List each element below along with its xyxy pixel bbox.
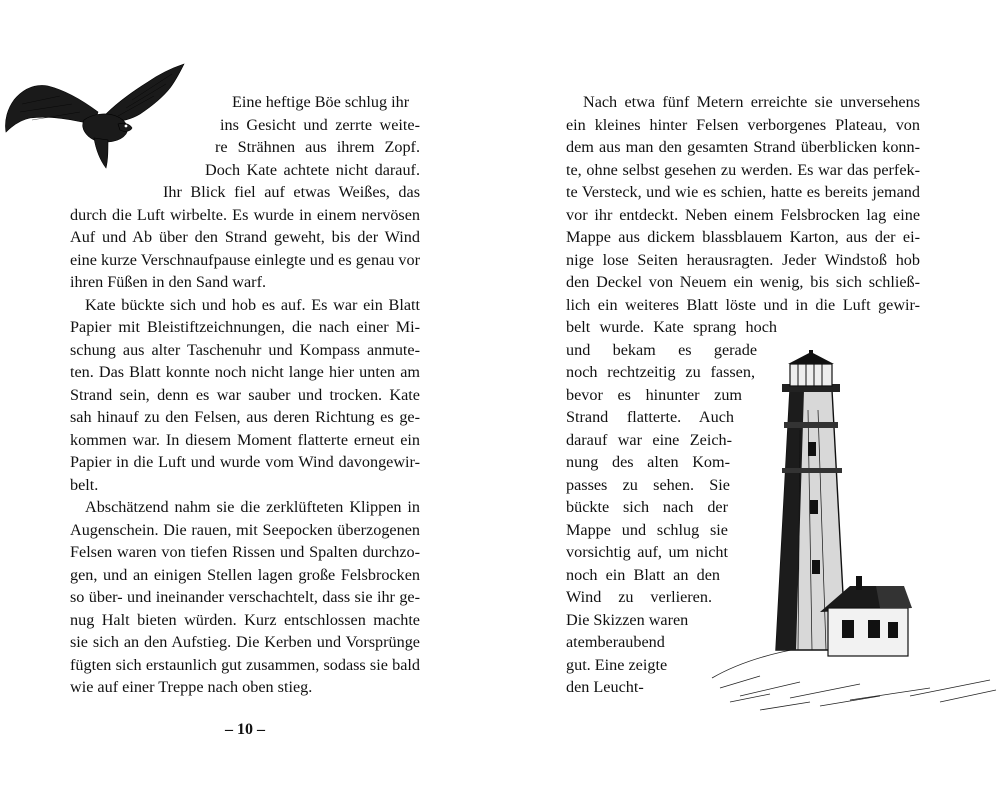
text-line: Doch Kate achtete nicht darauf. xyxy=(205,161,420,179)
text-line: belt wurde. Kate sprang hoch xyxy=(566,318,777,336)
text-line: durch die Luft wirbelte. Es wurde in einem nervösen xyxy=(70,206,420,224)
text-line: Papier mit Bleistiftzeichnungen, die nach einer Mi- xyxy=(70,318,420,336)
text-line: sah hinauf zu den Felsen, aus deren Richtung es ge- xyxy=(70,408,420,426)
text-line: sie sich an den Aufstieg. Die Kerben und Vorsprünge xyxy=(70,633,420,651)
text-line: darauf war eine Zeich- xyxy=(566,431,732,449)
text-line: Augenschein. Die rauen, mit Seepocken überzogenen xyxy=(70,521,420,539)
text-line: Strand flatterte. Auch xyxy=(566,408,734,426)
text-line: fügten sich erstaunlich gut zusammen, sodass sie bald xyxy=(70,656,420,674)
text-line: den Deckel von Neuem ein wenig, bis sich schließ- xyxy=(566,273,920,291)
text-line: lich ein weiteres Blatt löste und in die Luft gewir- xyxy=(566,296,920,314)
text-line: Mappe und schlug sie xyxy=(566,521,728,539)
text-line: ten. Das Blatt konnte noch nicht lange hier unten am xyxy=(70,363,420,381)
lighthouse-illustration xyxy=(700,350,1000,720)
text-line: gut. Eine zeigte xyxy=(566,656,668,674)
right-page xyxy=(500,0,1000,800)
text-line: Strand sein, denn es war sauber und trocken. Kate xyxy=(70,386,420,404)
text-line: vor ihr entdeckt. Neben einem Felsbrocken lag eine xyxy=(566,206,920,224)
text-line: Kate bückte sich und hob es auf. Es war ein Blatt xyxy=(85,296,420,314)
text-line: nug Halt bieten würden. Kurz entschlossen machte xyxy=(70,611,420,629)
text-line: re Strähnen aus ihrem Zopf. xyxy=(215,138,420,156)
text-line: bückte sich nach der xyxy=(566,498,728,516)
text-line: Auf und Ab über den Strand geweht, bis der Wind xyxy=(70,228,420,246)
text-line: te Versteck, und wie es schien, hatte es bereits jemand xyxy=(566,183,920,201)
text-line: dem aus man den gesamten Strand überblicken konn- xyxy=(566,138,920,156)
text-line: noch rechtzeitig zu fassen, xyxy=(566,363,755,381)
text-line: Felsen waren von tiefen Rissen und Spalten durchzo- xyxy=(70,543,420,561)
text-line: ins Gesicht und zerrte weite- xyxy=(220,116,420,134)
text-line: ein kleines hinter Felsen verborgenes Plateau, von xyxy=(566,116,920,134)
seagull-illustration xyxy=(2,60,212,180)
text-line: kommen war. In diesem Moment flatterte erneut ein xyxy=(70,431,420,449)
text-line: gen, und an einigen Stellen lagen große Felsbrocken xyxy=(70,566,420,584)
text-line: atemberaubend xyxy=(566,633,665,651)
text-line: Wind zu verlieren. xyxy=(566,588,712,606)
text-line: Die Skizzen waren xyxy=(566,611,689,629)
text-line: vorsichtig auf, um nicht xyxy=(566,543,728,561)
text-line: belt. xyxy=(70,476,99,494)
text-line: passes zu sehen. Sie xyxy=(566,476,730,494)
text-line: nung des alten Kom- xyxy=(566,453,730,471)
text-line: den Leucht- xyxy=(566,678,644,696)
text-line: wie auf einer Treppe nach oben stieg. xyxy=(70,678,313,696)
text-line: bevor es hinunter zum xyxy=(566,386,742,404)
page-number: – 10 – xyxy=(225,721,265,738)
text-line: so über- und ineinander verschachtelt, dass sie ihr ge- xyxy=(70,588,420,606)
text-line: Ihr Blick fiel auf etwas Weißes, das xyxy=(163,183,420,201)
text-line: nige lose Seiten herausragten. Jeder Windstoß hob xyxy=(566,251,920,269)
text-line: noch ein Blatt an den xyxy=(566,566,720,584)
text-line: Papier in die Luft und wurde vom Wind davongewir- xyxy=(70,453,420,471)
text-line: Nach etwa fünf Metern erreichte sie unversehens xyxy=(583,93,920,111)
text-line: eine kurze Verschnaufpause einlegte und es genau vor xyxy=(70,251,420,269)
text-line: Eine heftige Böe schlug ihr xyxy=(232,93,410,111)
text-line: ihren Füßen in den Sand warf. xyxy=(70,273,267,291)
text-line: und bekam es gerade xyxy=(566,341,757,359)
text-line: Abschätzend nahm sie die zerklüfteten Klippen in xyxy=(85,498,420,516)
text-line: schung aus alter Taschenuhr und Kompass anmute- xyxy=(70,341,420,359)
text-line: Mappe aus dickem blassblauem Karton, aus der ei- xyxy=(566,228,920,246)
text-line: te, ohne selbst gesehen zu werden. Es war das perfek- xyxy=(566,161,920,179)
